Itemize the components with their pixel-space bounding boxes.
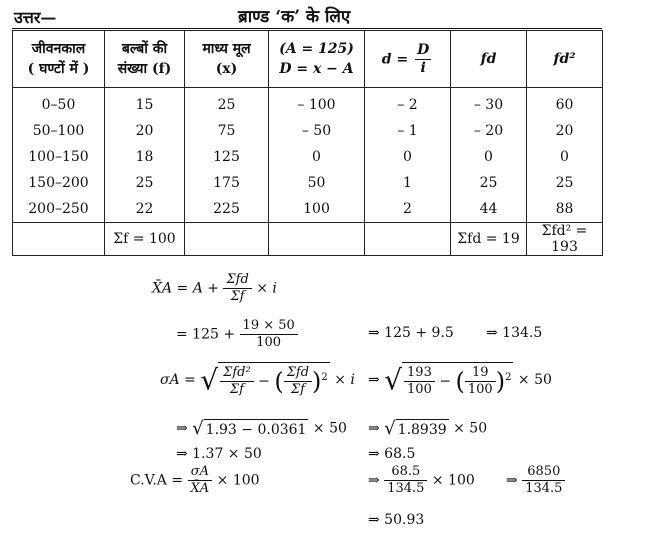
table-cell: 20 xyxy=(135,123,154,139)
table-cell: 0–50 xyxy=(41,97,76,113)
table-cell: 25 xyxy=(217,97,236,113)
total-f: Σf = 100 xyxy=(105,223,185,256)
sd-line-3-result: ⇒ 68.5 xyxy=(368,446,416,462)
sd-line-2-result: ⇒ √ 1.8939 × 50 xyxy=(368,418,488,439)
table-cell: 1 xyxy=(403,175,412,191)
table-cell: 20 xyxy=(555,123,574,139)
table-cell: 22 xyxy=(135,201,154,217)
table-cell: 200–250 xyxy=(28,201,89,217)
table-cell: – 30 xyxy=(473,97,504,113)
header-rule xyxy=(12,28,602,29)
table-cell: 15 xyxy=(135,97,154,113)
table-cell: 18 xyxy=(135,149,154,165)
table-totals-row xyxy=(13,223,603,256)
table-cell: 100 xyxy=(303,201,330,217)
table-cell: 25 xyxy=(135,175,154,191)
header-fd2: fd² xyxy=(527,31,603,88)
table-cell: 125 xyxy=(213,149,240,165)
col-bulbs xyxy=(105,88,185,223)
table-cell: 60 xyxy=(555,97,574,113)
table-cell: 0 xyxy=(560,149,569,165)
table-cell: 44 xyxy=(479,201,498,217)
table-cell: 75 xyxy=(217,123,236,139)
final-answer: ⇒ 50.93 xyxy=(368,512,425,528)
table-cell: 0 xyxy=(403,149,412,165)
table-cell: 50–100 xyxy=(32,123,85,139)
cv-substitution-2: ⇒ $\frac{6850}{134.5}$ xyxy=(506,464,565,497)
mean-result-1: ⇒ 125 + 9.5 xyxy=(368,325,454,341)
table-cell: 2 xyxy=(403,201,412,217)
frequency-table xyxy=(12,30,603,256)
table-cell: 50 xyxy=(307,175,326,191)
mean-result-2: ⇒ 134.5 xyxy=(486,325,543,341)
table-cell: 25 xyxy=(479,175,498,191)
mean-substitution: = 125 + $\frac{19 \times 50}{100}$ xyxy=(176,318,298,351)
cv-formula: C.V.A = $\frac{\sigma A}{X̄A}$ × 100 xyxy=(130,464,260,496)
table-cell: – 20 xyxy=(473,123,504,139)
table-cell: 100–150 xyxy=(28,149,89,165)
sd-line-3: ⇒ 1.37 × 50 xyxy=(176,446,262,462)
table-cell: 0 xyxy=(312,149,321,165)
header-deviation: (A = 125) D = x − A xyxy=(269,31,365,88)
col-step-deviation xyxy=(365,88,451,223)
sd-line-2: ⇒ √ 1.93 − 0.0361 × 50 xyxy=(176,418,347,439)
header-fd: fd xyxy=(451,31,527,88)
col-fd2 xyxy=(527,88,603,223)
table-cell: – 1 xyxy=(397,123,418,139)
header-midpoint: माध्य मूल (x) xyxy=(185,31,269,88)
total-fd2: Σfd² = 193 xyxy=(527,223,603,256)
table-cell: 175 xyxy=(213,175,240,191)
table-cell: 0 xyxy=(484,149,493,165)
cv-substitution: ⇒ $\frac{68.5}{134.5}$ × 100 xyxy=(368,464,475,496)
header-step-deviation: d = $\frac{D}{i}$ xyxy=(365,31,451,88)
mean-formula: X̄A = A + $\frac{\text{Σfd}}{\Sigma f}$ × i xyxy=(152,272,277,304)
answer-label: उत्तर— xyxy=(14,8,57,27)
sd-formula: σA = √ $\frac{\text{Σfd²}}{\Sigma f}$ − ( $\frac{\text{Σfd}}{\Sigma f}$ )$^2$ × i xyxy=(160,363,355,397)
col-deviation xyxy=(269,88,365,223)
table-body-row xyxy=(13,88,603,223)
col-fd xyxy=(451,88,527,223)
table-cell: – 50 xyxy=(301,123,332,139)
header-lifetime: जीवनकाल ( घण्टों में ) xyxy=(13,31,105,88)
table-cell: – 2 xyxy=(397,97,418,113)
section-title: ब्राण्ड ‘क’ के लिए xyxy=(238,7,351,27)
table-cell: 150–200 xyxy=(28,175,89,191)
table-cell: – 100 xyxy=(297,97,336,113)
col-lifetime xyxy=(13,88,105,223)
table-cell: 225 xyxy=(213,201,240,217)
sd-substitution: ⇒ √ $\frac{193}{100}$ − ( $\frac{19}{100}$ )$^2$ × 50 xyxy=(368,363,552,397)
total-fd: Σfd = 19 xyxy=(451,223,527,256)
col-midpoint xyxy=(185,88,269,223)
header-bulbs: बल्बों की संख्या (f) xyxy=(105,31,185,88)
table-cell: 88 xyxy=(555,201,574,217)
table-cell: 25 xyxy=(555,175,574,191)
table-header-row xyxy=(13,31,603,88)
